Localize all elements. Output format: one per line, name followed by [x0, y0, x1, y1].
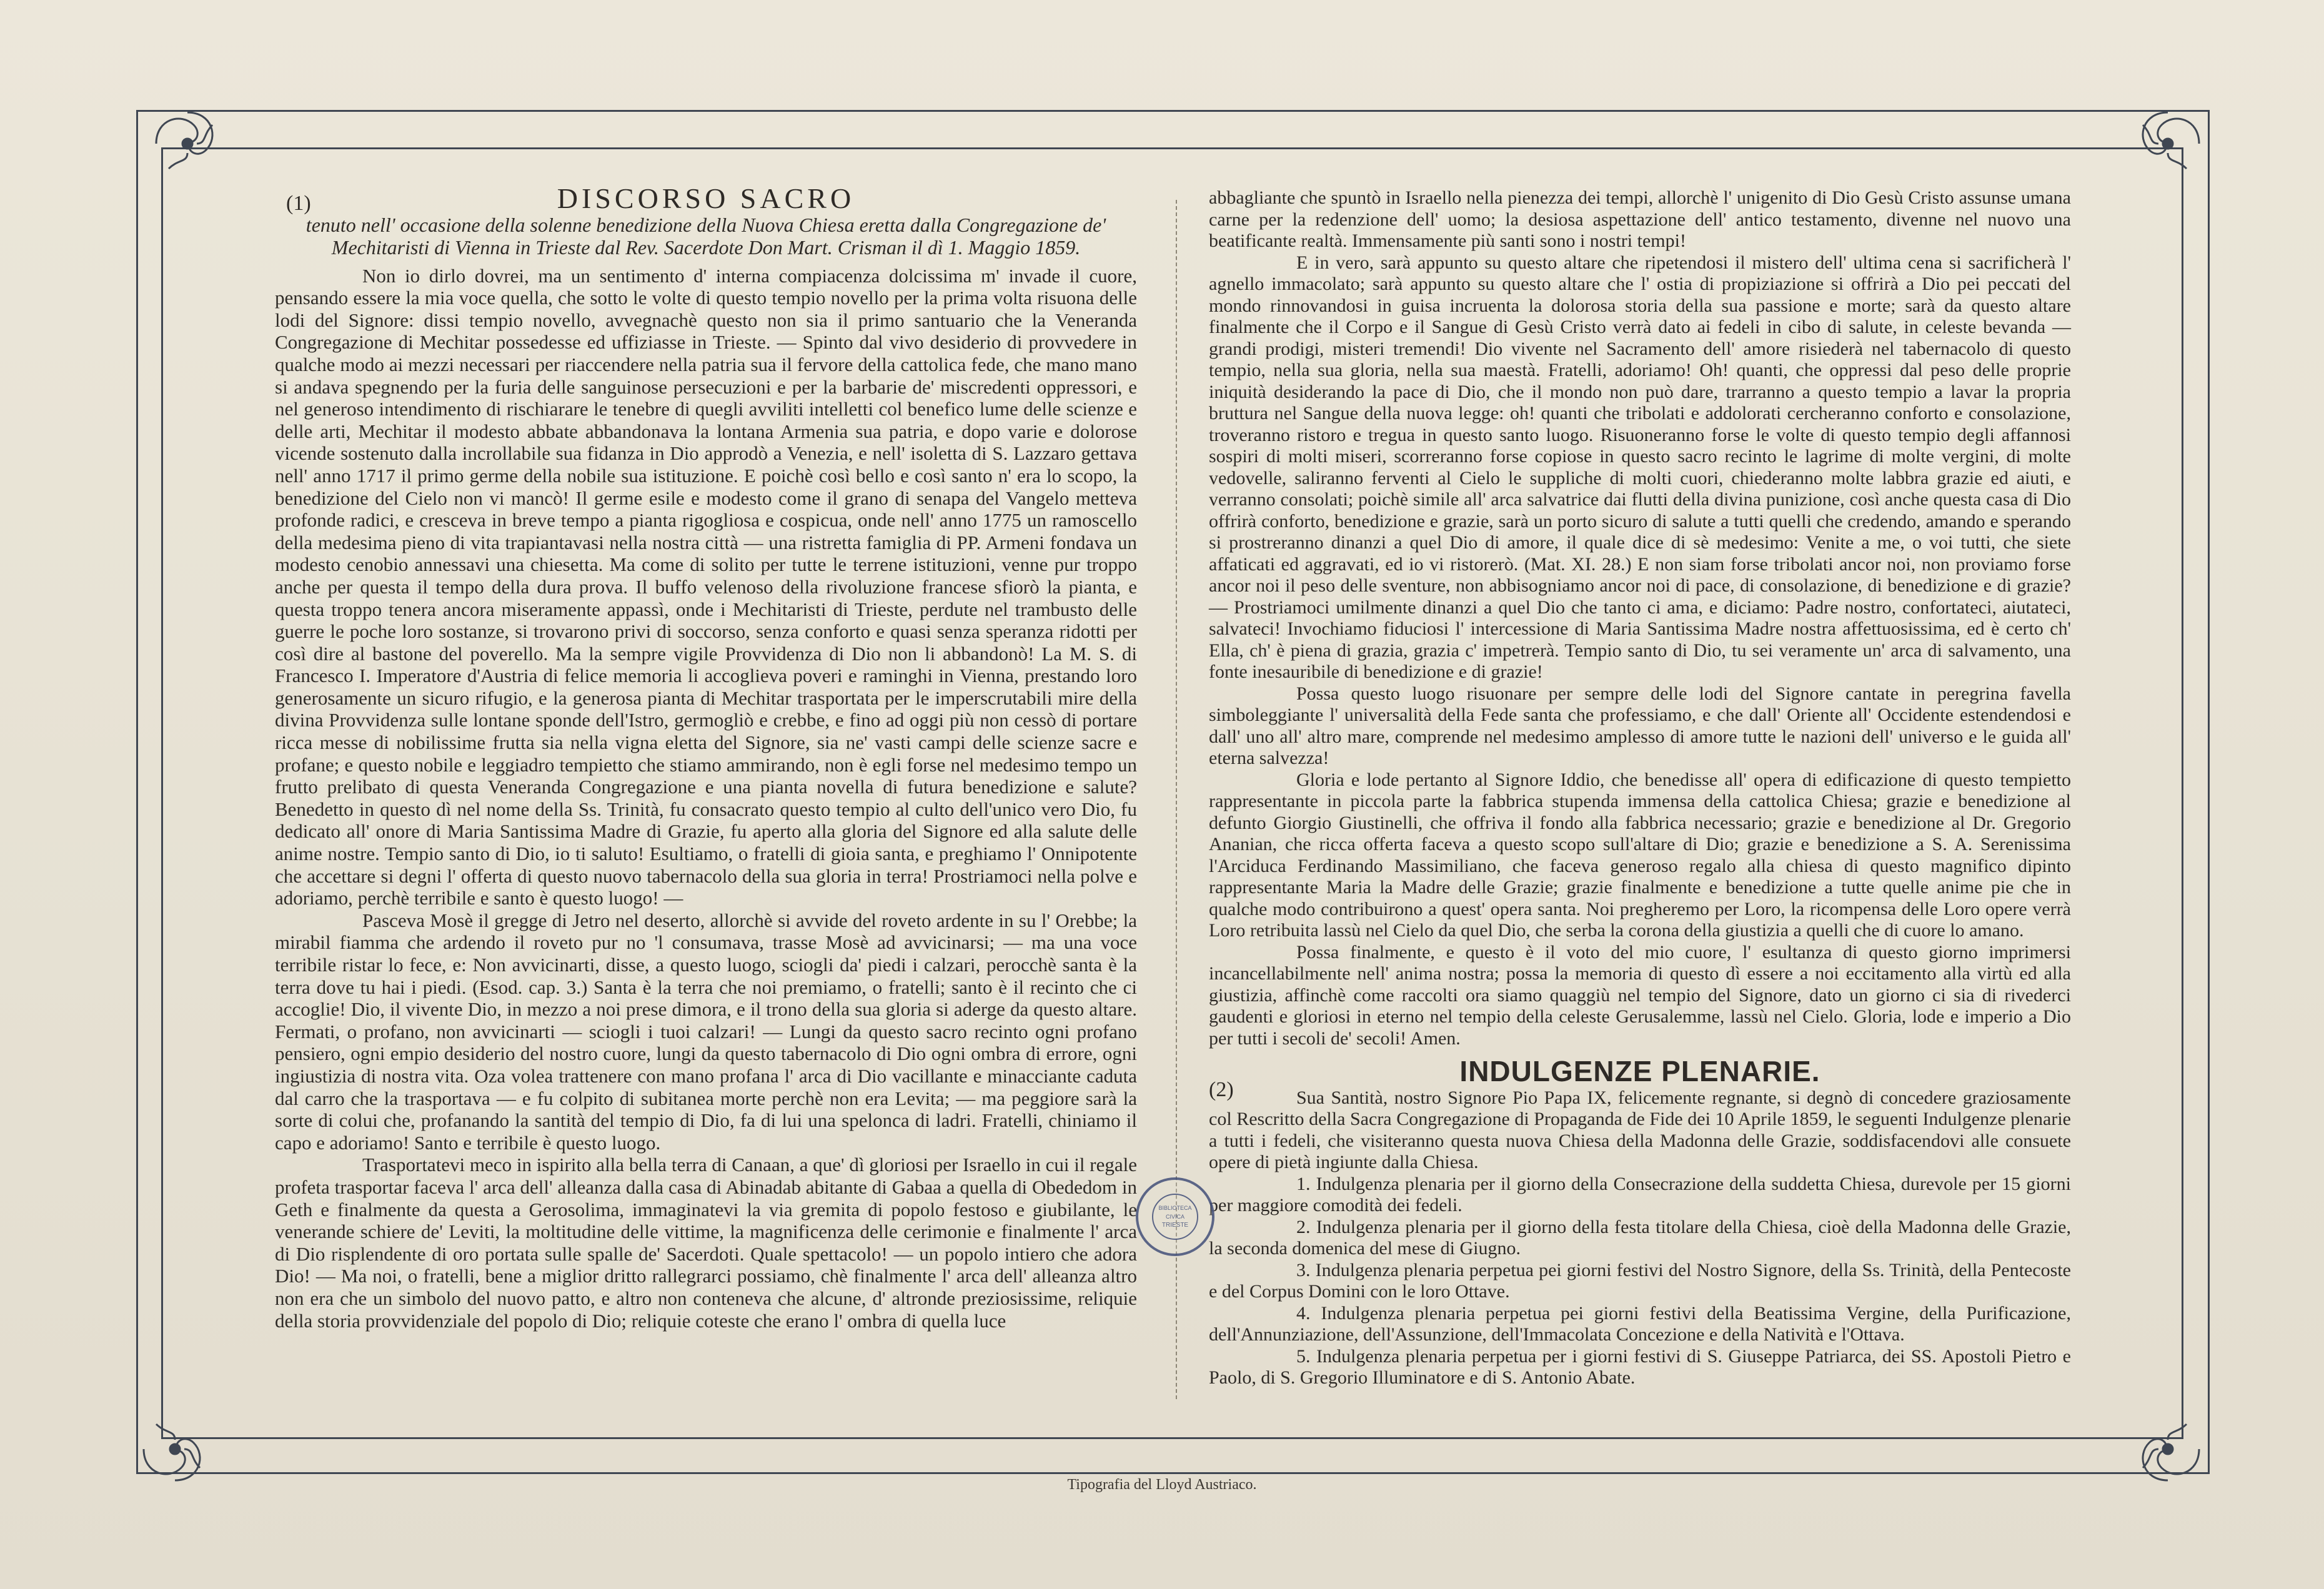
indulgences-title: INDULGENZE PLENARIE.	[1459, 1055, 1820, 1087]
sermon-subtitle: tenuto nell' occasione della solenne benedizione della Nuova Chiesa eretta dalla Congregazione de' Mechitaristi di Vienna in Trieste dal Rev. Sacerdote Don Mart. Crisman il dì 1. Maggio 1859.	[305, 213, 1106, 259]
sermon-paragraph: E in vero, sarà appunto su questo altare che ripetendosi il mistero dell' ultima cena si sacrificherà l' agnello immacolato; sarà appunto su questo altare che l' ostia di propiziazione si offrirà a Dio pei peccati del mondo rinnovandosi in guisa incruenta la dolorosa storia della sua passione e morte; sarà da questo altare finalmente che il Corpo e il Sangue di Gesù Cristo verrà dato ai fedeli in cibo di salute, in celeste bevanda — grandi prodigi, misteri tremendi! Dio vivente nel Sacramento dell' amore risiederà nel tabernacolo di questo tempio, nella sua gloria, nella sua maestà. Fratelli, adoriamo! Oh! quanti, che oppressi dal peso delle proprie iniquità desiderando la pace di Dio, che il mondo non può dare, trarranno a questo tempio a lavar la propria bruttura nel Sangue della nuova legge: oh! quanti che tribolati e addolorati cercheranno conforto e consolazione, troveranno ristoro e tregua in questo santo luogo. Risuoneranno forse le volte di questo tempio degli affannosi sospiri di molti miseri, scorreranno forse copiose in questo sacro recinto le lagrime di molte vergini, di molte vedovelle, saliranno ferventi al Cielo le suppliche di molti cuori, chiederanno molte labbra grazie ed aiuti, e verranno consolati; poichè simile all' arca salvatrice dai flutti della divina punizione, così anche questa casa di Dio offrirà conforto, benedizione e grazie, sarà un porto sicuro di salute a tutti quelli che credendo, amando e sperando si prostreranno dinanzi a quel Dio di amore, il quale dice di sè medesimo: Venite a me, o voi tutti, che siete affaticati ed aggravati, ed io vi ristorerò. (Mat. XI. 28.) E non siam forse tribolati ancor noi, non proviamo forse ancor noi il peso delle sventure, non abbisogniamo ancor noi di pace, di consolazione, di benedizione e di grazie? — Prostriamoci umilmente dinanzi a quel Dio che tanto ci ama, e diciamo: Padre nostro, confortateci, aiutateci, salvateci! Invochiamo fiduciosi l' intercessione di Maria Santissima Madre nostra affettuosissima, ed è certo ch' Ella, ch' è piena di grazia, grazia c' impetrerà. Tempio santo di Dio, tu sei veramente un' arca di salvamento, una fonte inesauribile di benedizione e di grazie!	[1209, 252, 2071, 682]
indulgences-section	[1209, 1055, 2071, 1101]
sermon-paragraph: Gloria e lode pertanto al Signore Iddio, che benedisse all' opera di edificazione di questo tempietto rappresentante in piccola parte la fabbrica stupenda immensa della cattolica Chiesa; grazie e benedizione al defunto Giorgio Giustinelli, che offriva il fondo alla fabbrica necessario; grazie e benedizione al Dr. Gregorio Ananian, che ricca offerta faceva a questo scopo sull'altare di Dio; grazie e benedizione a S. A. Serenissima l'Arciduca Ferdinando Massimiliano, che faceva generoso regalo alla chiesa di questo magnifico dipinto rappresentante Maria la Madre delle Grazie; grazie finalmente e benedizione a tutte quelle anime pie che in qualche modo contribuirono a quest' opera santa. Noi pregheremo per Loro, la ricompensa delle Loro opere verrà Loro retribuita lassù nel Cielo da quel Dio, che serba la corona della giustizia a quelli che di cuore lo amano.	[1209, 769, 2071, 941]
indulgence-item: 5. Indulgenza plenaria perpetua per i giorni festivi di S. Giuseppe Patriarca, dei SS. Apostoli Pietro e Paolo, di S. Gregorio Illuminatore e di S. Antonio Abate.	[1209, 1345, 2071, 1388]
indulgence-item: 2. Indulgenza plenaria per il giorno della festa titolare della Chiesa, cioè della Madonna delle Grazie, la seconda domenica del mese di Giugno.	[1209, 1216, 2071, 1259]
note-number: (2)	[1209, 1078, 1234, 1101]
corner-ornament-icon	[144, 100, 231, 187]
corner-ornament-icon	[2124, 100, 2212, 187]
sermon-paragraph: Possa questo luogo risuonare per sempre delle lodi del Signore cantate in peregrina favella simboleggiante l' universalità della Fede santa che professiamo, e che dall' Oriente all' Occidente estendendosi e dall' uno all' altro mare, comprende nel medesimo amplesso di amore tutte le nazioni dell' universo e le guida all' eterna salvezza!	[1209, 683, 2071, 768]
left-column	[275, 182, 1137, 1332]
printer-footer: Tipografia del Lloyd Austriaco.	[1067, 1477, 1257, 1493]
sermon-title: DISCORSO SACRO	[557, 182, 855, 214]
note-number: (1)	[286, 192, 311, 215]
right-column	[1209, 187, 2071, 1389]
sermon-paragraph: Possa finalmente, e questo è il voto del mio cuore, l' esultanza di questo giorno imprimersi incancellabilmente nell' anima nostra; possa la memoria di questo dì essere a noi eccitamento alla virtù ed alla giustizia, affinchè come raccolti ora siamo quaggiù nel tempio del Signore, dato un giorno ci sia di rivederci gaudenti e gloriosi in eterno nel tempio della celeste Gerusalemme, lassù nel Cielo. Gloria, lode e imperio a Dio per tutti i secoli de' secoli! Amen.	[1209, 941, 2071, 1049]
indulgences-intro: Sua Santità, nostro Signore Pio Papa IX, felicemente regnante, si degnò di concedere graziosamente col Rescritto della Sacra Congregazione di Propaganda de Fide dei 10 Aprile 1859, le seguenti Indulgenze plenarie a tutti i fedeli, che visiteranno questa nuova Chiesa della Madonna delle Grazie, soddisfacendovi alle consuete opere di pietà ingiunte dalla Chiesa.	[1209, 1087, 2071, 1172]
indulgence-item: 4. Indulgenza plenaria perpetua pei giorni festivi della Beatissima Vergine, della Purificazione, dell'Annunziazione, dell'Assunzione, dell'Immacolata Concezione e della Natività e l'Ottava.	[1209, 1302, 2071, 1345]
sermon-paragraph: abbagliante che spuntò in Israello nella pienezza dei tempi, allorchè l' unigenito di Dio Gesù Cristo assunse umana carne per la redenzione dell' uomo; la desiosa aspettazione dell' antico testamento, divenne nel nuovo una beatificante realtà. Immensamente più santi sono i nostri tempi!	[1209, 187, 2071, 251]
stamp-text: TRIESTE	[1161, 1222, 1189, 1229]
library-stamp	[1136, 1177, 1214, 1256]
sermon-paragraph: Trasportatevi meco in ispirito alla bella terra di Canaan, a que' dì gloriosi per Israello in cui il regale profeta trasportar faceva l' arca dell' alleanza dalla casa di Abinadab abitante di Gabaa a quella di Obededom in Geth e finalmente da questa a Gerosolima, immaginatevi la via gremita di popolo festoso e giubilante, le venerande schiere de' Leviti, la moltitudine delle vittime, la magnificenza delle cerimonie e finalmente l' arca di Dio risplendente di oro portata sulle spalle de' Sacerdoti. Quale spettacolo! — un popolo intiero che adora Dio! — Ma noi, o fratelli, bene a miglior dritto rallegrarci possiamo, chè finalmente l' arca dell' alleanza altro non era che un simbolo del nuovo patto, e altro non conteneva che alcune, d' altronde preziosissime, reliquie della storia provvidenziale del popolo di Dio; reliquie coteste che erano l' ombra di quella luce	[275, 1154, 1137, 1332]
stamp-text: BIBLIOTECA CIVICA	[1158, 1205, 1192, 1220]
sermon-paragraph: Pasceva Mosè il gregge di Jetro nel deserto, allorchè si avvide del roveto ardente in su l' Orebbe; la mirabil fiamma che ardendo il roveto pur no 'l consumava, trasse Mosè ad avvicinarsi; — ma una voce terribile ristar lo fece, e: Non avvicinarti, disse, a questo luogo, sciogli da' piedi i calzari, perocchè santa è la terra dove tu hai i piedi. (Esod. cap. 3.) Santa è la terra che noi premiamo, o fratelli; santo è il recinto che ci accoglie! Dio, il vivente Dio, in mezzo a noi prese dimora, e il trono della sua gloria si aderge da questo altare. Fermati, o profano, non avvicinarti — sciogli i tuoi calzari! — Lungi da questo sacro recinto ogni profano pensiero, ogni empio desiderio del nostro cuore, lungi da questo tabernacolo di Dio ogni ombra di errore, ogni ingiustizia di nostra vita. Oza volea trattenere con mano profana l' arca di Dio vacillante e minacciante caduta dal carro che la trasportava — e fu colpito di subitanea morte perchè non era Levita; — ma peggiore sarà la sorte di colui che, profanando la santità del tempio di Dio, fa di lui una spelonca di ladri. Fratelli, chiniamo il capo e adoriamo! Santo e terribile è questo luogo.	[275, 909, 1137, 1154]
sermon-paragraph: Non io dirlo dovrei, ma un sentimento d' interna compiacenza dolcissima m' invade il cuore, pensando essere la mia voce quella, che sotto le volte di questo tempio novello per la prima volta risuona delle lodi del Signore: dissi tempio novello, avvegnachè questo non sia il primo santuario che la Veneranda Congregazione di Mechitar possedesse ed uffiziasse in Trieste. — Spinto dal vivo desiderio di provvedere in qualche modo ai mezzi necessari per riaccendere nella patria sua il fervore della cattolica fede, che mano mano si andava spegnendo per la furia delle sanguinose persecuzioni e per la barbarie de' miscredenti oppressori, e nel generoso intendimento di rischiarare le tenebre di quegli avviliti intelletti col benefico lume delle scienze e delle arti, Mechitar il modesto abbate abbandonava la lontana Armenia sua patria, e dopo varie e dolorose vicende sostenuto dalla incrollabile sua fidanza in Dio approdò a Venezia, e nell' isoletta di S. Lazzaro gettava nell' anno 1717 il primo germe della nobile sua istituzione. E poichè così bello e così santo n' era lo scopo, la benedizione del Cielo non vi mancò! Il germe esile e modesto come il grano di senapa del Vangelo metteva profonde radici, e cresceva in breve tempo a pianta rigogliosa e cospicua, onde nell' anno 1775 un ramoscello della medesima pieno di vita trapiantavasi nella nostra città — una ristretta famiglia di PP. Armeni fondava un modesto cenobio annessavi una chiesetta. Ma come di solito per tutte le terrene istituzioni, venne pur troppo anche per questa il tempo della dura prova. Il buffo velenoso della rivoluzione francese sfiorò la pianta, e questa troppo tenera ancora miseramente appassì, onde i Mechitaristi di Trieste, perdute nel trambusto delle guerre le poche loro sostanze, si trovarono privi di soccorso, senza conforto e quasi senza speranza ridotti per così dire al bastone del poverello. Ma la sempre vigile Provvidenza di Dio non li abbandonò! La M. S. di Francesco I. Imperatore d'Austria di felice memoria li accoglieva poveri e raminghi in Vienna, prestando loro generosamente un sicuro rifugio, e la generosa pianta di Mechitar trasportata per le imperscrutabili mire della divina Provvidenza sulle lontane sponde dell'Istro, germogliò e crebbe, e fino ad oggi più non cessò di portare ricca messe di nobilissime frutta sia nella vigna eletta del Signore, sia ne' vasti campi delle scienze sacre e profane; e questo nobile e leggiadro tempietto che stiamo ammirando, non è egli forse nel medesimo tempo un frutto prelibato di questa Veneranda Congregazione e una pianta novella di futura benedizione e salute? Benedetto in questo dì nel nome della Ss. Trinità, fu consacrato questo tempio al culto dell'unico vero Dio, fu dedicato all' onore di Maria Santissima Madre di Grazie, fu aperto alla gloria del Signore ed alla salute delle anime nostre. Tempio santo di Dio, io ti saluto! Esultiamo, o fratelli di gioia santa, e preghiamo l' Onnipotente che accettare si degni l' offerta di questo nuovo tabernacolo della sua gloria in terra! Prostriamoci nella polve e adoriamo, perchè terribile e santo è questo luogo! —	[275, 264, 1137, 909]
indulgence-item: 3. Indulgenza plenaria perpetua pei giorni festivi del Nostro Signore, della Ss. Trinità, della Pentecoste e del Corpus Domini con le loro Ottave.	[1209, 1259, 2071, 1302]
indulgence-item: 1. Indulgenza plenaria per il giorno della Consecrazione della suddetta Chiesa, durevole per 15 giorni per maggiore comodità dei fedeli.	[1209, 1173, 2071, 1215]
